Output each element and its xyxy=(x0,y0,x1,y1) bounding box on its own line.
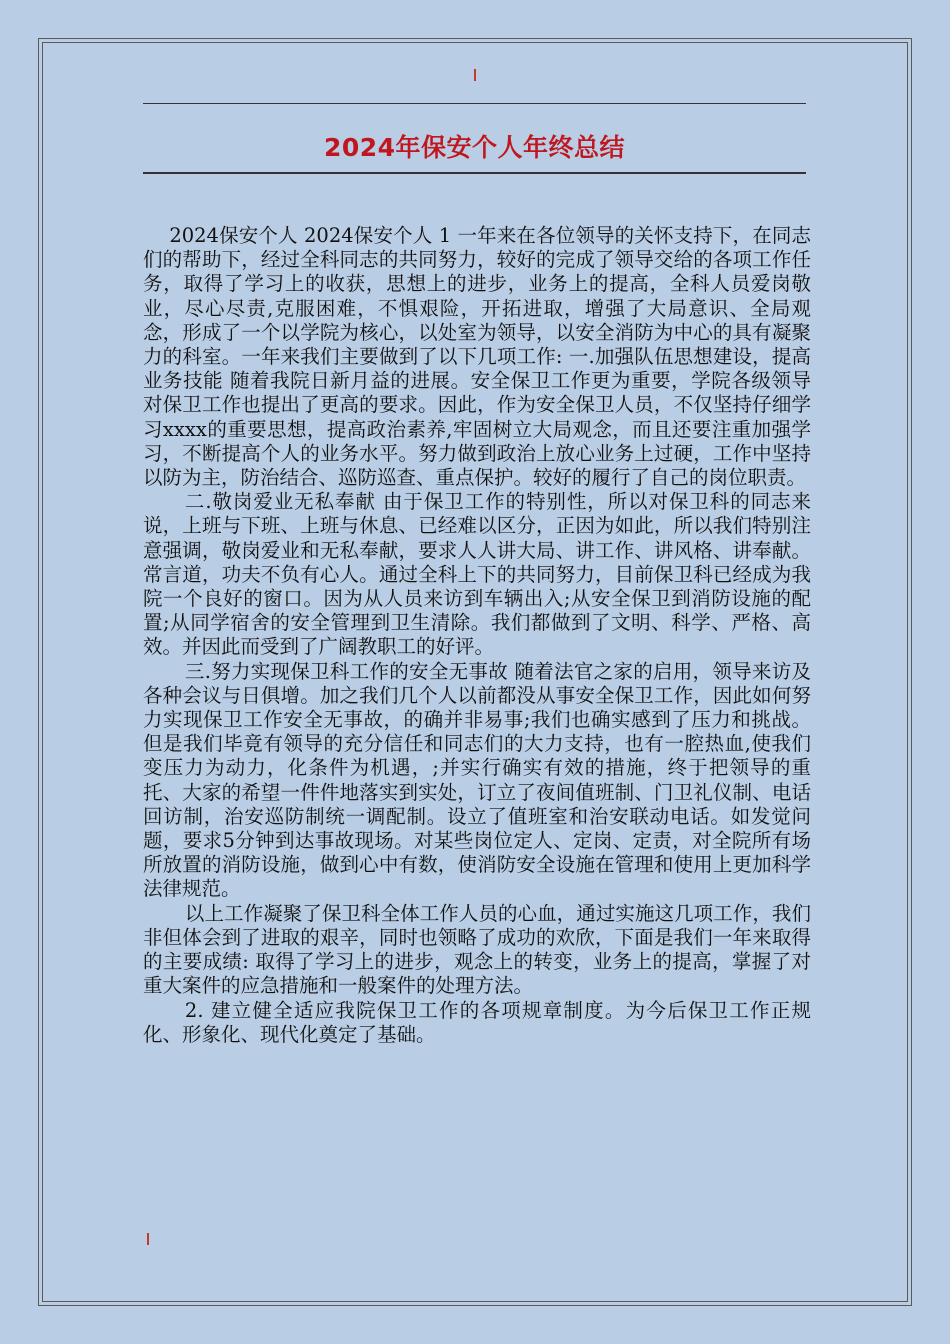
header-rule xyxy=(143,103,806,104)
paragraph-section-2: 二.敬岗爱业无私奉献 由于保卫工作的特别性，所以对保卫科的同志来说，上班与下班、上班与休息、已经难以区分，正因为如此，所以我们特别注意强调，敬岗爱业和无私奉献，要求人人讲大局、讲工作、讲风格、讲奉献。常言道，功夫不负有心人。通过全科上下的共同努力，目前保卫科已经成为我院一个良好的窗口。因为从人员来访到车辆出入;从安全保卫到消防设施的配置;从同学宿舍的安全管理到卫生清除。我们都做到了文明、科学、严格、高效。并因此而受到了广阔教职工的好评。 xyxy=(143,490,811,659)
paragraph-summary: 以上工作凝聚了保卫科全体工作人员的心血，通过实施这几项工作，我们非但体会到了进取的艰辛，同时也领略了成功的欢欣，下面是我们一年来取得的主要成绩: 取得了学习上的进步，观念上的转变，业务上的提高，掌握了对重大案件的应急措施和一般案件的处理方法。 xyxy=(143,901,811,998)
document-body xyxy=(143,224,811,1047)
paragraph-section-3: 三.努力实现保卫科工作的安全无事故 随着法官之家的启用，领导来访及各种会议与日俱增。加之我们几个人以前都没从事安全保卫工作，因此如何努力实现保卫工作安全无事故，的确并非易事;我们也确实感到了压力和挑战。但是我们毕竟有领导的充分信任和同志们的大力支持，也有一腔热血,使我们变压力为动力，化条件为机遇，;并实行确实有效的措施，终于把领导的重托、大家的希望一件件地落实到实处，订立了夜间值班制、门卫礼仪制、电话回访制，治安巡防制统一调配制。设立了值班室和治安联动电话。如发觉问题，要求5分钟到达事故现场。对某些岗位定人、定岗、定责，对全院所有场所放置的消防设施，做到心中有数，使消防安全设施在管理和使用上更加科学法律规范。 xyxy=(143,659,811,901)
footer-cursor-mark xyxy=(147,1233,149,1245)
title-underline xyxy=(143,172,806,174)
document-title: 2024年保安个人年终总结 xyxy=(323,133,626,162)
paragraph-achievement-2: 2. 建立健全适应我院保卫工作的各项规章制度。为今后保卫工作正规化、形象化、现代化奠定了基础。 xyxy=(143,998,811,1046)
paragraph-intro: 2024保安个人 2024保安个人 1 一年来在各位领导的关怀支持下，在同志们的帮助下，经过全科同志的共同努力，较好的完成了领导交给的各项工作任务，取得了学习上的收获，思想上的进步，业务上的提高，全科人员爱岗敬业，尽心尽责,克服困难，不惧艰险，开拓进取，增强了大局意识、全局观念，形成了一个以学院为核心，以处室为领导，以安全消防为中心的具有凝聚力的科室。一年来我们主要做到了以下几项工作: 一.加强队伍思想建设，提高业务技能 随着我院日新月益的进展。安全保卫工作更为重要，学院各级领导对保卫工作也提出了更高的要求。因此，作为安全保卫人员，不仅坚持仔细学习xxxx的重要思想，提高政治素养,牢固树立大局观念，而且还要注重加强学习，不断提高个人的业务水平。努力做到政治上放心业务上过硬，工作中坚持以防为主，防治结合、巡防巡查、重点保护。较好的履行了自己的岗位职责。 xyxy=(143,224,811,490)
header-cursor-mark xyxy=(474,69,476,81)
